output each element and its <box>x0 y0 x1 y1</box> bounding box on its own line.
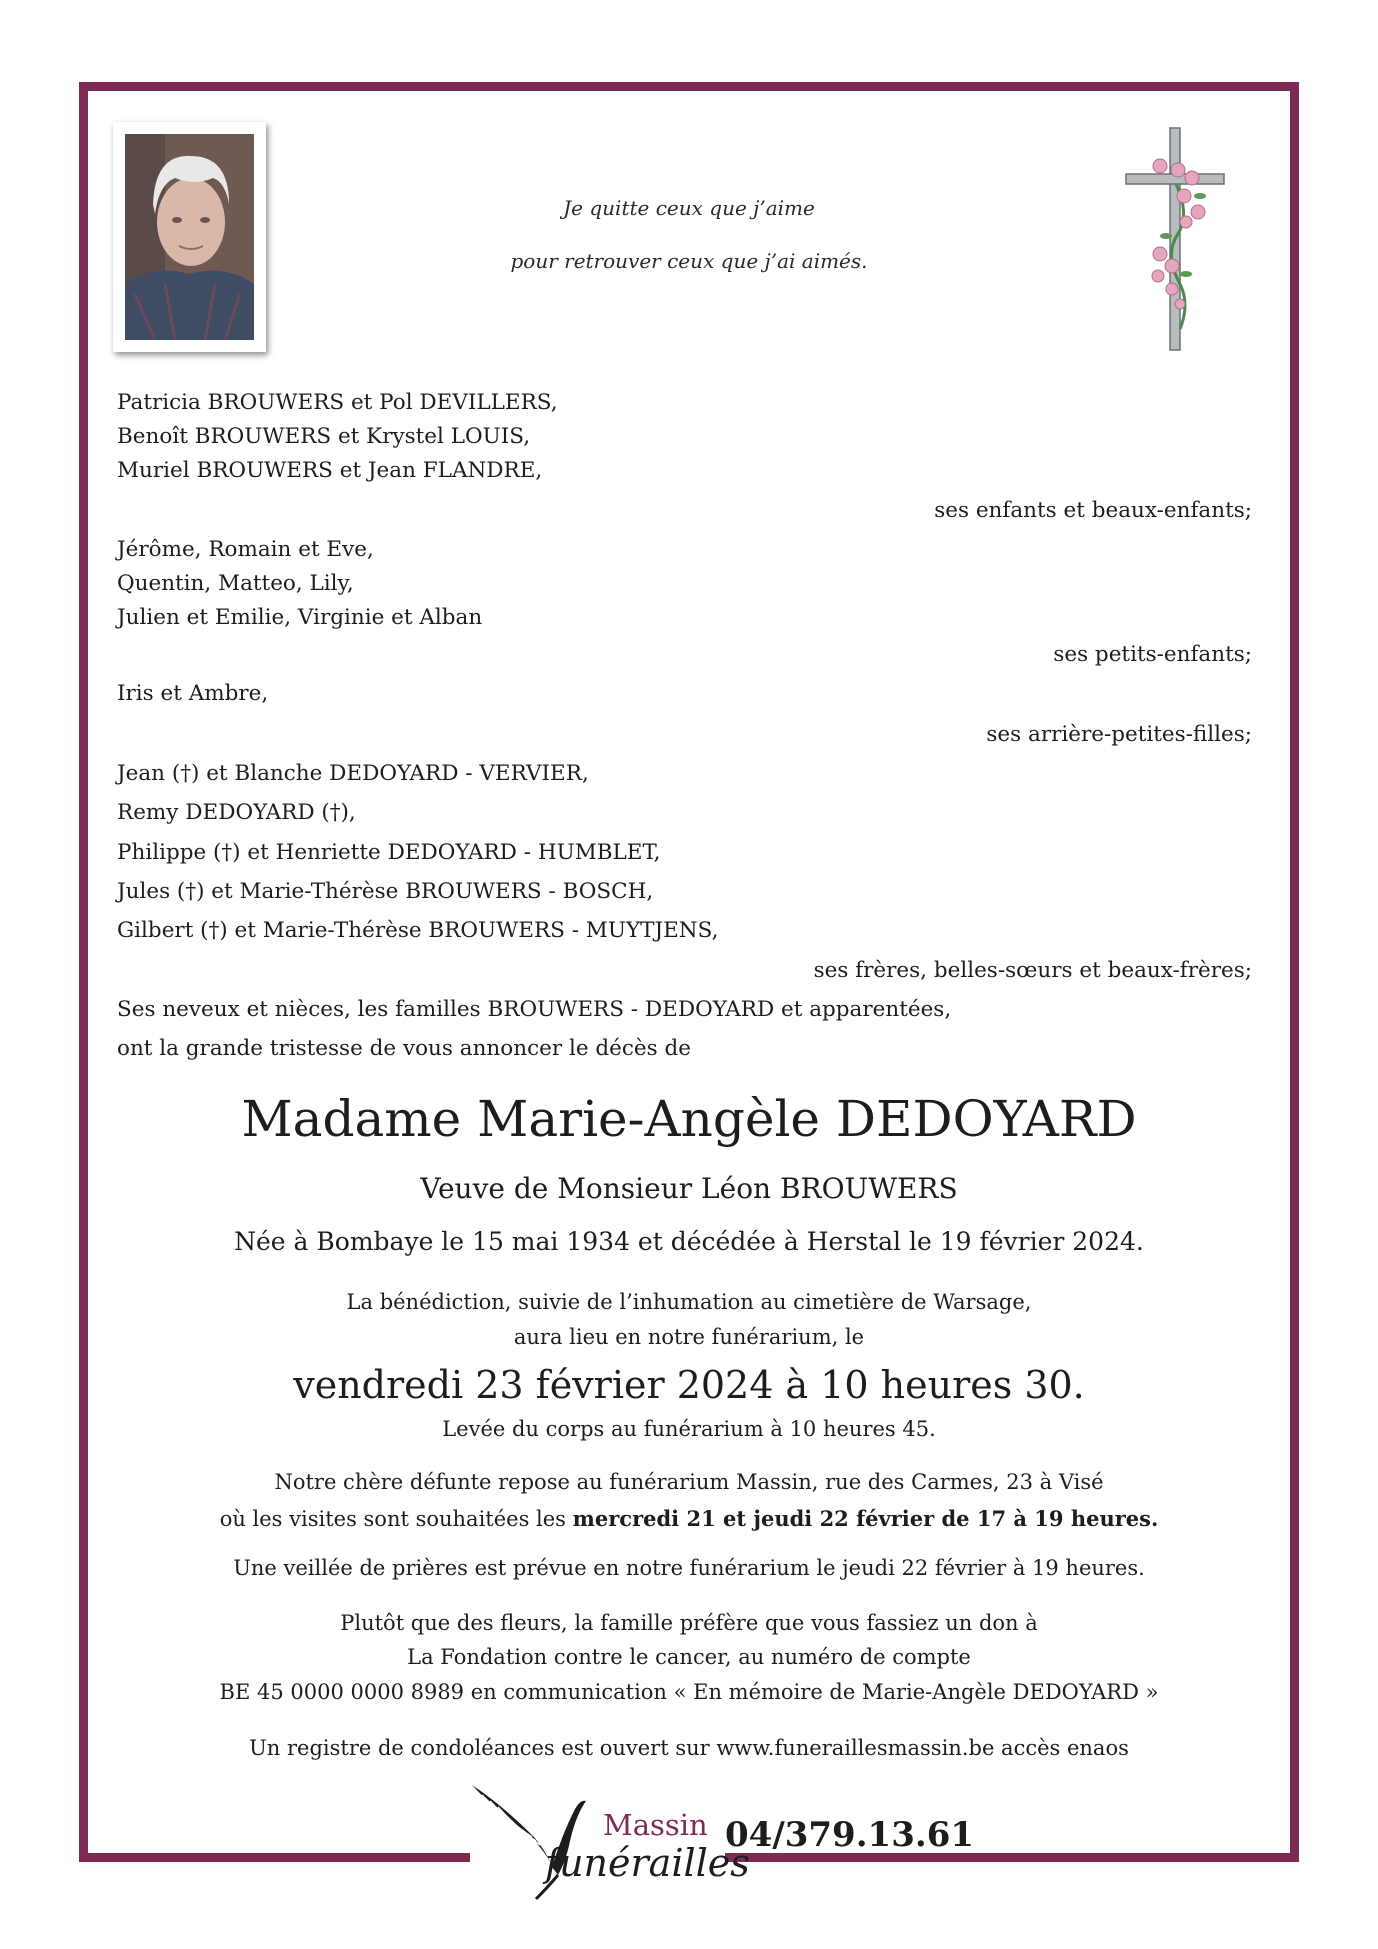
grandchildren-name-3: Julien et Emilie, Virginie et Alban <box>117 605 483 630</box>
logo-funerailles-text: funérailles <box>545 1841 750 1885</box>
visits-line-2-prefix: où les visites sont souhaitées les <box>219 1507 573 1531</box>
ceremony-date: vendredi 23 février 2024 à 10 heures 30. <box>293 1363 1085 1407</box>
flowered-cross-icon <box>1120 124 1230 354</box>
ceremony-line-1: La bénédiction, suivie de l’inhumation au cimetière de Warsage, <box>346 1290 1032 1314</box>
sibling-name-2: Remy DEDOYARD (†), <box>117 800 356 825</box>
donation-line-3: BE 45 0000 0000 8989 en communication « En mémoire de Marie-Angèle DEDOYARD » <box>219 1680 1159 1704</box>
children-name-2: Benoît BROUWERS et Krystel LOUIS, <box>117 424 531 449</box>
children-relation: ses enfants et beaux-enfants; <box>934 498 1252 523</box>
levee-du-corps: Levée du corps au funérarium à 10 heures 45. <box>442 1417 936 1441</box>
donation-line-1: Plutôt que des fleurs, la famille préfère que vous fassiez un don à <box>340 1611 1038 1635</box>
deceased-name: Madame Marie-Angèle DEDOYARD <box>241 1090 1137 1148</box>
announcement-line-2: ont la grande tristesse de vous annoncer le décès de <box>117 1036 691 1061</box>
birth-death: Née à Bombaye le 15 mai 1934 et décédée à Herstal le 19 février 2024. <box>234 1227 1144 1256</box>
portrait-photo <box>113 122 266 352</box>
ceremony-line-2: aura lieu en notre funérarium, le <box>513 1325 865 1349</box>
visits-line-2 <box>0 1506 1378 1531</box>
visits-line-1: Notre chère défunte repose au funérarium Massin, rue des Carmes, 23 à Visé <box>274 1470 1104 1494</box>
quote-line-2: pour retrouver ceux que j’ai aimés. <box>510 249 868 273</box>
children-name-3: Muriel BROUWERS et Jean FLANDRE, <box>117 458 543 483</box>
sibling-name-5: Gilbert (†) et Marie-Thérèse BROUWERS - MUYTJENS, <box>117 918 719 943</box>
siblings-relation: ses frères, belles-sœurs et beaux-frères; <box>813 958 1252 983</box>
grandchildren-name-2: Quentin, Matteo, Lily, <box>117 571 354 596</box>
vigil: Une veillée de prières est prévue en notre funérarium le jeudi 22 février à 19 heures. <box>233 1556 1145 1580</box>
grandchildren-name-1: Jérôme, Romain et Eve, <box>117 537 374 562</box>
logo-massin-text: Massin <box>603 1808 708 1842</box>
phone-number: 04/379.13.61 <box>725 1815 975 1855</box>
sibling-name-4: Jules (†) et Marie-Thérèse BROUWERS - BOSCH, <box>117 879 654 904</box>
announcement-line-1: Ses neveux et nièces, les familles BROUWERS - DEDOYARD et apparentées, <box>117 997 952 1022</box>
grandchildren-relation: ses petits-enfants; <box>1053 642 1252 667</box>
great-grandchildren-name: Iris et Ambre, <box>117 681 269 706</box>
sibling-name-3: Philippe (†) et Henriette DEDOYARD - HUMBLET, <box>117 840 661 865</box>
portrait-image <box>125 134 254 340</box>
quote-line-1: Je quitte ceux que j’aime <box>563 196 815 220</box>
condolence-registry: Un registre de condoléances est ouvert sur www.funeraillesmassin.be accès enaos <box>249 1736 1129 1760</box>
donation-line-2: La Fondation contre le cancer, au numéro de compte <box>407 1645 971 1669</box>
visits-line-2-bold: mercredi 21 et jeudi 22 février de 17 à 19 heures. <box>572 1506 1159 1531</box>
sibling-name-1: Jean (†) et Blanche DEDOYARD - VERVIER, <box>117 761 589 786</box>
children-name-1: Patricia BROUWERS et Pol DEVILLERS, <box>117 390 558 415</box>
widow-of: Veuve de Monsieur Léon BROUWERS <box>420 1172 958 1205</box>
great-grandchildren-relation: ses arrière-petites-filles; <box>986 722 1252 747</box>
